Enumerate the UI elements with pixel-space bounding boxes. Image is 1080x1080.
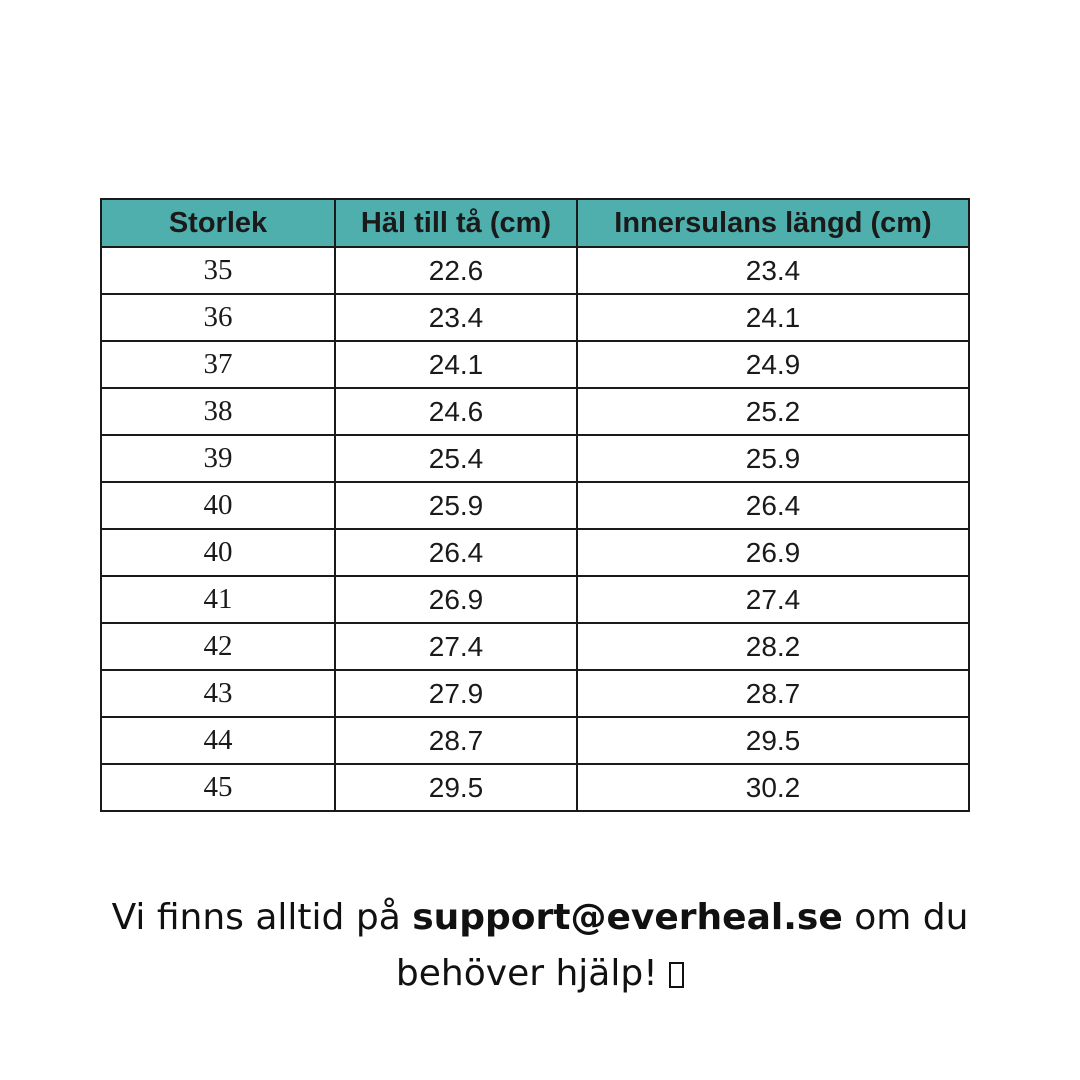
cell-insole-length: 27.4 [577, 576, 969, 623]
table-row [101, 247, 969, 294]
cell-heel-to-toe: 26.4 [335, 529, 577, 576]
table-row [101, 670, 969, 717]
table-body [101, 247, 969, 811]
cell-size: 45 [101, 764, 335, 811]
cell-size: 41 [101, 576, 335, 623]
cell-heel-to-toe: 29.5 [335, 764, 577, 811]
header-heel-to-toe: Häl till tå (cm) [335, 199, 577, 247]
table-row [101, 388, 969, 435]
table-row [101, 341, 969, 388]
cell-size: 40 [101, 529, 335, 576]
support-text-after: om du behöver hjälp! [395, 897, 969, 994]
cell-insole-length: 24.1 [577, 294, 969, 341]
table-row [101, 435, 969, 482]
table-header-row [101, 199, 969, 247]
cell-heel-to-toe: 25.9 [335, 482, 577, 529]
header-insole-length: Innersulans längd (cm) [577, 199, 969, 247]
support-email: support@everheal.se [412, 897, 843, 938]
support-text-before: Vi finns alltid på [111, 897, 413, 938]
cell-heel-to-toe: 27.9 [335, 670, 577, 717]
cell-size: 40 [101, 482, 335, 529]
cell-insole-length: 28.2 [577, 623, 969, 670]
cell-insole-length: 25.2 [577, 388, 969, 435]
cell-size: 37 [101, 341, 335, 388]
cell-insole-length: 29.5 [577, 717, 969, 764]
header-size: Storlek [101, 199, 335, 247]
cell-size: 39 [101, 435, 335, 482]
table-row [101, 764, 969, 811]
cell-insole-length: 23.4 [577, 247, 969, 294]
cell-heel-to-toe: 22.6 [335, 247, 577, 294]
cell-heel-to-toe: 25.4 [335, 435, 577, 482]
cell-insole-length: 24.9 [577, 341, 969, 388]
table-row [101, 623, 969, 670]
cell-size: 38 [101, 388, 335, 435]
cell-heel-to-toe: 26.9 [335, 576, 577, 623]
cell-insole-length: 26.4 [577, 482, 969, 529]
missing-glyph-icon [669, 962, 684, 988]
cell-size: 36 [101, 294, 335, 341]
cell-insole-length: 28.7 [577, 670, 969, 717]
table-row [101, 529, 969, 576]
table-row [101, 294, 969, 341]
cell-heel-to-toe: 28.7 [335, 717, 577, 764]
cell-insole-length: 26.9 [577, 529, 969, 576]
support-message [60, 890, 1020, 1002]
table-row [101, 482, 969, 529]
size-chart-table [100, 198, 970, 812]
cell-heel-to-toe: 27.4 [335, 623, 577, 670]
cell-size: 35 [101, 247, 335, 294]
cell-insole-length: 25.9 [577, 435, 969, 482]
cell-size: 43 [101, 670, 335, 717]
cell-heel-to-toe: 23.4 [335, 294, 577, 341]
table-row [101, 717, 969, 764]
cell-heel-to-toe: 24.6 [335, 388, 577, 435]
table-row [101, 576, 969, 623]
cell-size: 42 [101, 623, 335, 670]
cell-size: 44 [101, 717, 335, 764]
cell-insole-length: 30.2 [577, 764, 969, 811]
cell-heel-to-toe: 24.1 [335, 341, 577, 388]
